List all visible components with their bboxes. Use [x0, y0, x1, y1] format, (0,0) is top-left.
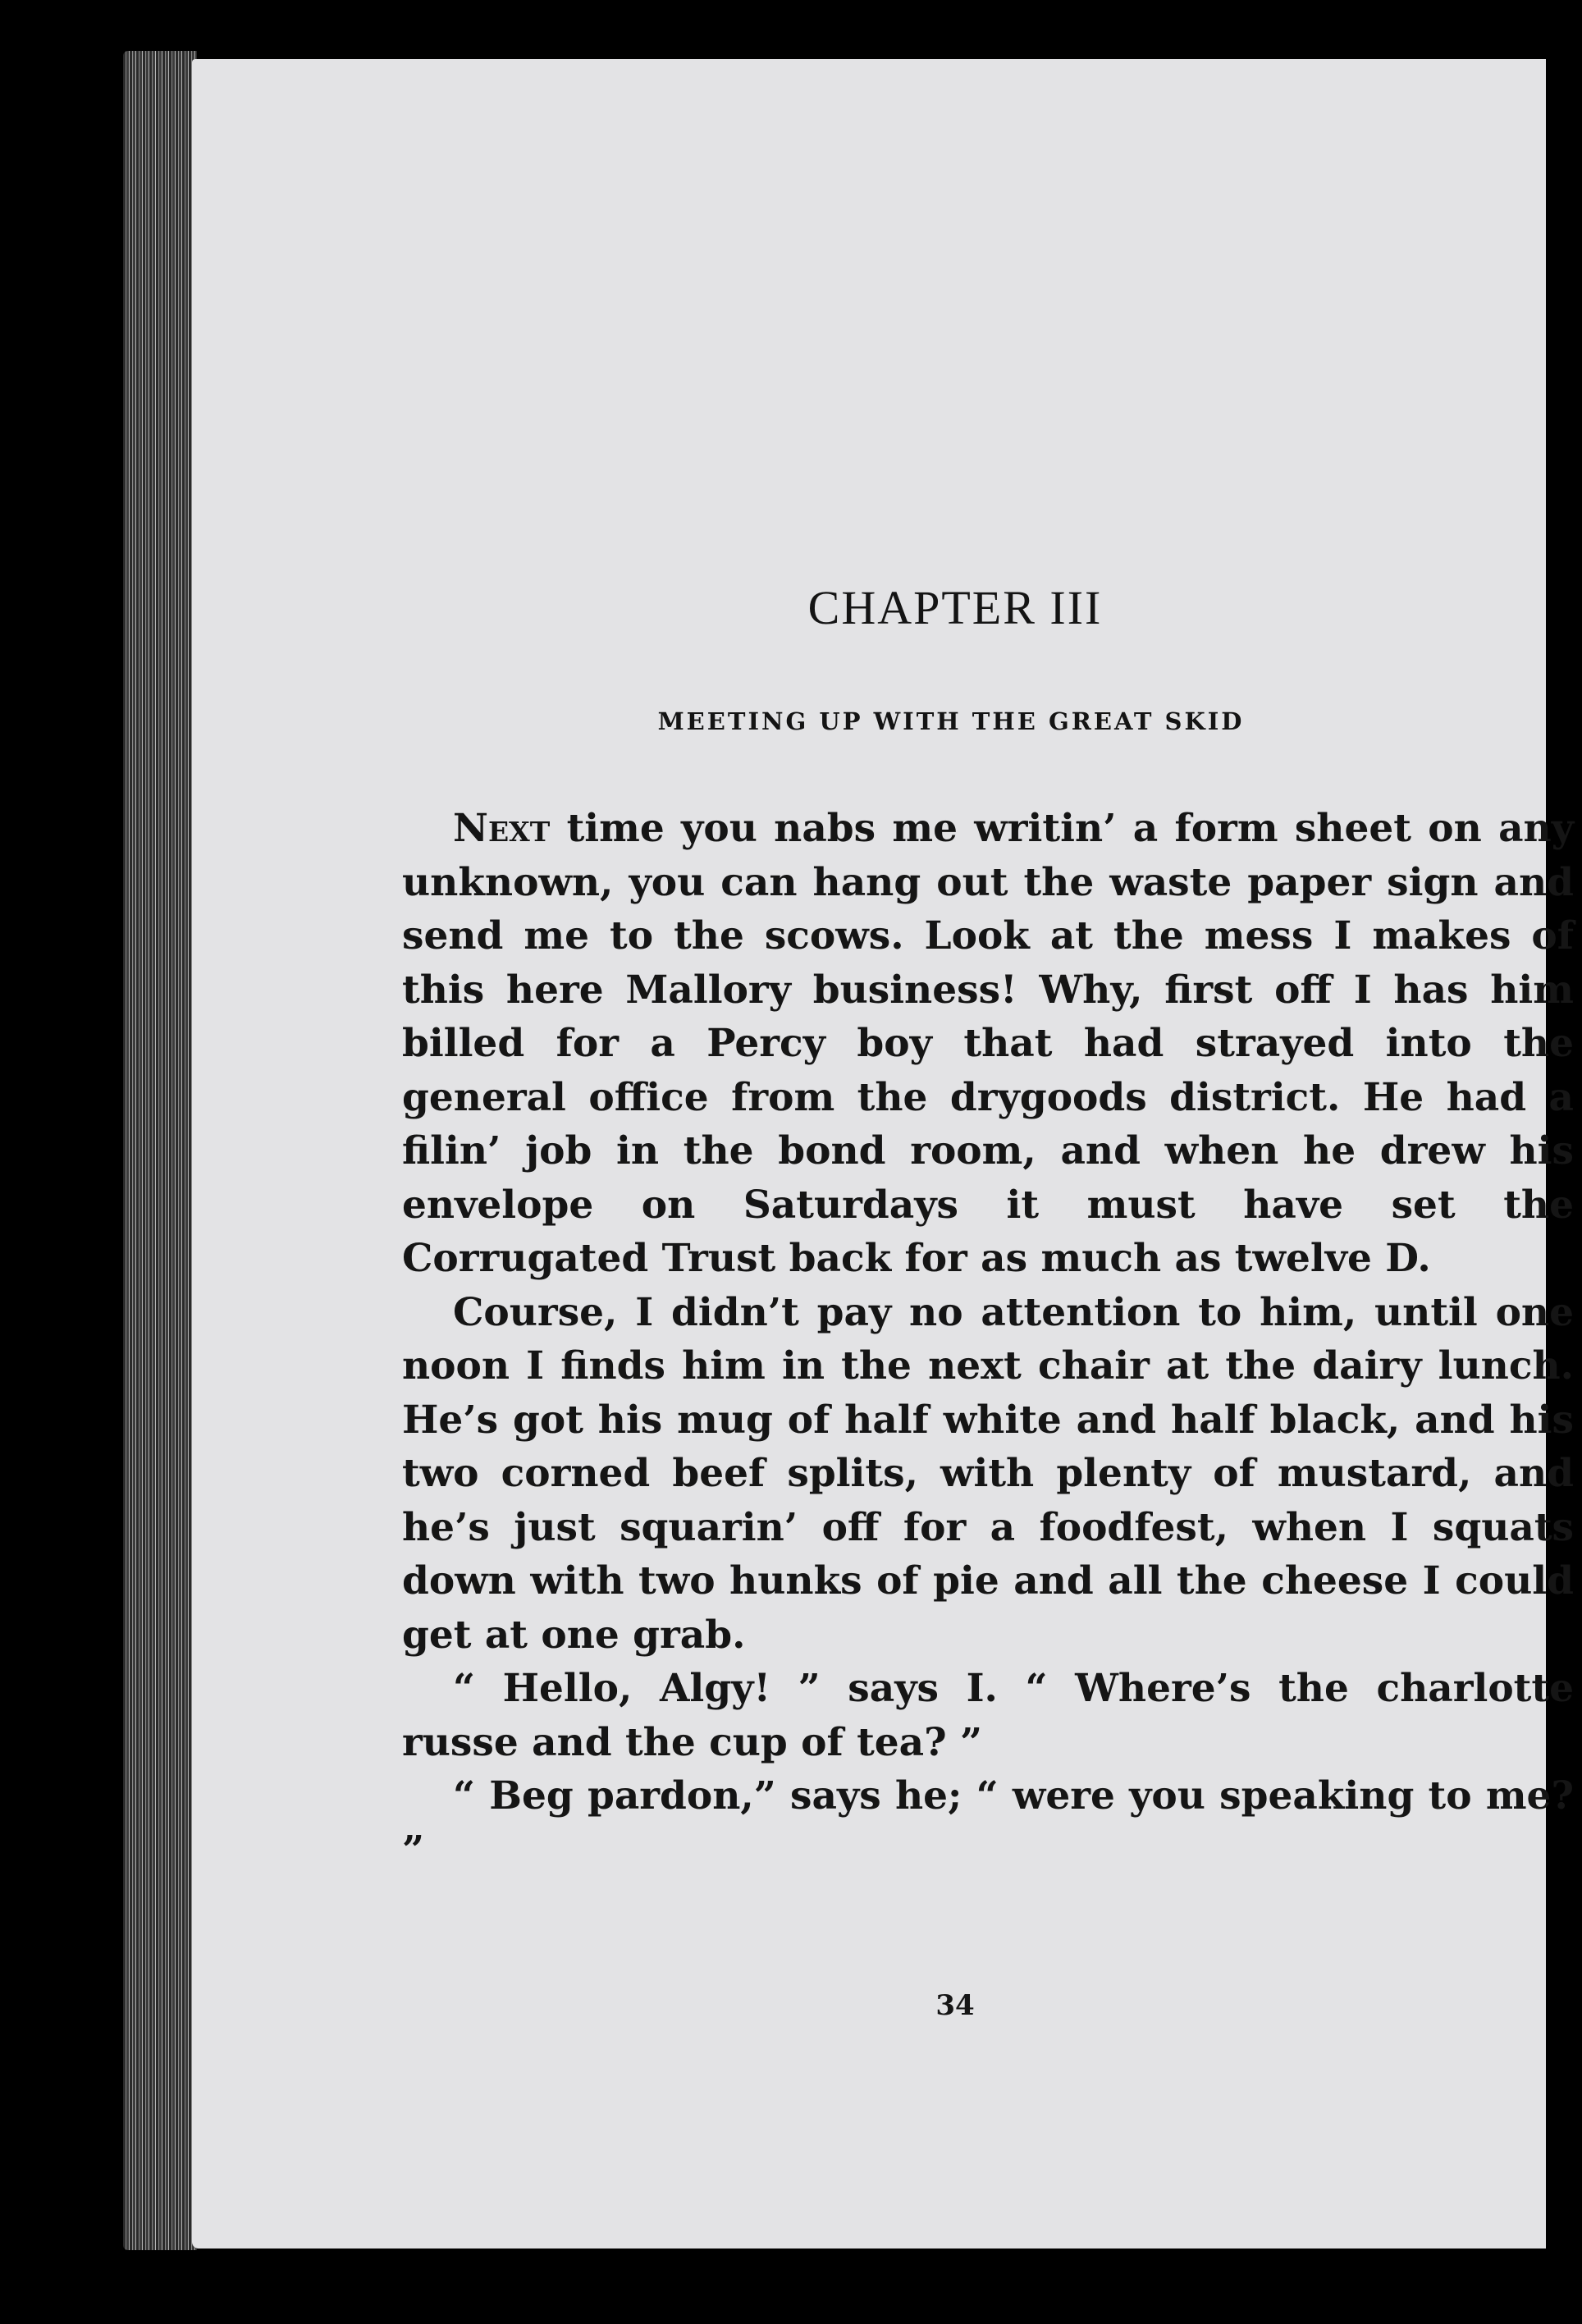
page-edges [123, 51, 197, 2250]
paragraph-text: time you nabs me writin’ a form sheet on any unknown, you can hang out the waste paper sign and send me to the scows. Look at the mess I makes of this here Mallory business! Why, first off I has him billed for a Percy boy that had strayed into the general office from the drygoods district. He had a filin’ job in the bond room, and when he drew his envelope on Saturdays it must have set the Corrugated Trust back for as much as twelve D. [402, 806, 1574, 1281]
paragraph: “ Hello, Algy! ” says I. “ Where’s the charlotte russe and the cup of tea? ” [402, 1666, 1574, 1765]
book-page [192, 59, 1574, 2249]
page-number: 34 [935, 1989, 975, 2022]
chapter-title: MEETING UP WITH THE GREAT SKID [657, 707, 1245, 735]
paragraph [402, 802, 1574, 1286]
paragraph: Course, I didn’t pay no attention to him, until one noon I finds him in the next chair at the dairy lunch. He’s got his mug of half white and half black, and his two corned beef splits, with plenty of mustard, and he’s just squarin’ off for a foodfest, when I squats down with two hunks of pie and all the cheese I could get at one grab. [402, 1289, 1574, 1658]
chapter-number: CHAPTER III [807, 581, 1103, 634]
body-text [402, 802, 1574, 1877]
paragraph: “ Beg pardon,” says he; “ were you speaking to me? ” [402, 1773, 1574, 1873]
paragraph-lead-word: Next [453, 806, 551, 851]
